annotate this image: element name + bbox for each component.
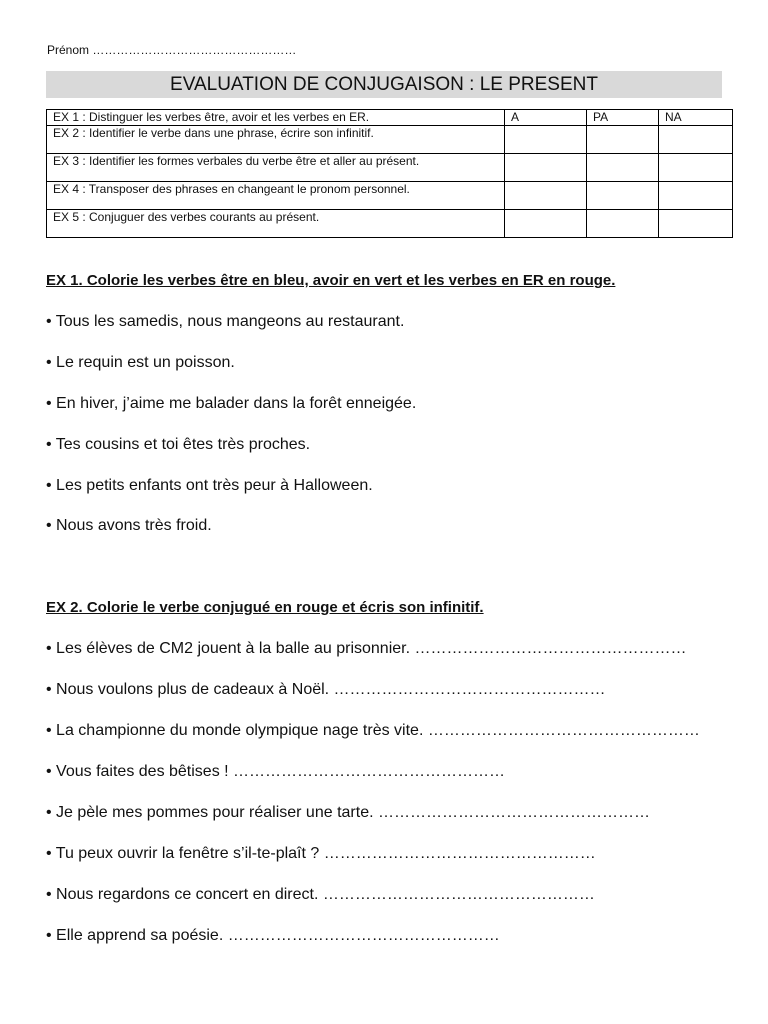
table-cell-na[interactable] bbox=[659, 210, 733, 238]
table-cell-pa[interactable] bbox=[587, 210, 659, 238]
prenom-line: Prénom …………………………………………… bbox=[47, 43, 297, 57]
ex1-sentence: • Tous les samedis, nous mangeons au restaurant. bbox=[46, 313, 405, 330]
table-cell-skill: EX 2 : Identifier le verbe dans une phrase, écrire son infinitif. bbox=[47, 126, 505, 154]
table-header-pa: PA bbox=[587, 110, 659, 126]
table-row bbox=[47, 210, 733, 238]
table-header-a: A bbox=[505, 110, 587, 126]
ex2-sentence: • Je pèle mes pommes pour réaliser une tarte. …………………………………………… bbox=[46, 804, 650, 821]
table-cell-skill: EX 4 : Transposer des phrases en changeant le pronom personnel. bbox=[47, 182, 505, 210]
table-header-na: NA bbox=[659, 110, 733, 126]
ex2-sentence: • Elle apprend sa poésie. …………………………………………… bbox=[46, 927, 500, 944]
table-cell-a[interactable] bbox=[505, 210, 587, 238]
table-cell-skill: EX 1 : Distinguer les verbes être, avoir et les verbes en ER. bbox=[47, 110, 505, 126]
table-row bbox=[47, 126, 733, 154]
table-cell-na[interactable] bbox=[659, 154, 733, 182]
table-cell-na[interactable] bbox=[659, 182, 733, 210]
table-cell-pa[interactable] bbox=[587, 126, 659, 154]
table-cell-na[interactable] bbox=[659, 126, 733, 154]
page-title: EVALUATION DE CONJUGAISON : LE PRESENT bbox=[46, 71, 722, 98]
ex1-sentence: • Les petits enfants ont très peur à Halloween. bbox=[46, 477, 373, 494]
ex2-sentence: • Vous faites des bêtises ! …………………………………………… bbox=[46, 763, 506, 780]
table-row bbox=[47, 154, 733, 182]
table-cell-a[interactable] bbox=[505, 154, 587, 182]
table-cell-a[interactable] bbox=[505, 126, 587, 154]
ex2-sentence: • Nous voulons plus de cadeaux à Noël. …………………………………………… bbox=[46, 681, 606, 698]
ex2-sentence: • Nous regardons ce concert en direct. …………………………………………… bbox=[46, 886, 595, 903]
evaluation-table bbox=[46, 109, 733, 238]
ex1-sentence: • Nous avons très froid. bbox=[46, 517, 212, 534]
ex1-sentence: • Tes cousins et toi êtes très proches. bbox=[46, 436, 311, 453]
ex1-sentence: • En hiver, j’aime me balader dans la forêt enneigée. bbox=[46, 395, 417, 412]
ex1-sentence: • Le requin est un poisson. bbox=[46, 354, 235, 371]
ex2-sentence: • Tu peux ouvrir la fenêtre s’il-te-plaît ? …………………………………………… bbox=[46, 845, 596, 862]
table-cell-skill: EX 5 : Conjuguer des verbes courants au présent. bbox=[47, 210, 505, 238]
table-cell-a[interactable] bbox=[505, 182, 587, 210]
ex2-sentence: • La championne du monde olympique nage très vite. …………………………………………… bbox=[46, 722, 700, 739]
ex2-sentence: • Les élèves de CM2 jouent à la balle au prisonnier. …………………………………………… bbox=[46, 640, 687, 657]
table-cell-skill: EX 3 : Identifier les formes verbales du verbe être et aller au présent. bbox=[47, 154, 505, 182]
table-row bbox=[47, 182, 733, 210]
ex2-heading: EX 2. Colorie le verbe conjugué en rouge et écris son infinitif. bbox=[46, 599, 484, 616]
table-cell-pa[interactable] bbox=[587, 154, 659, 182]
table-row bbox=[47, 110, 733, 126]
table-cell-pa[interactable] bbox=[587, 182, 659, 210]
ex1-heading: EX 1. Colorie les verbes être en bleu, avoir en vert et les verbes en ER en rouge. bbox=[46, 272, 616, 289]
